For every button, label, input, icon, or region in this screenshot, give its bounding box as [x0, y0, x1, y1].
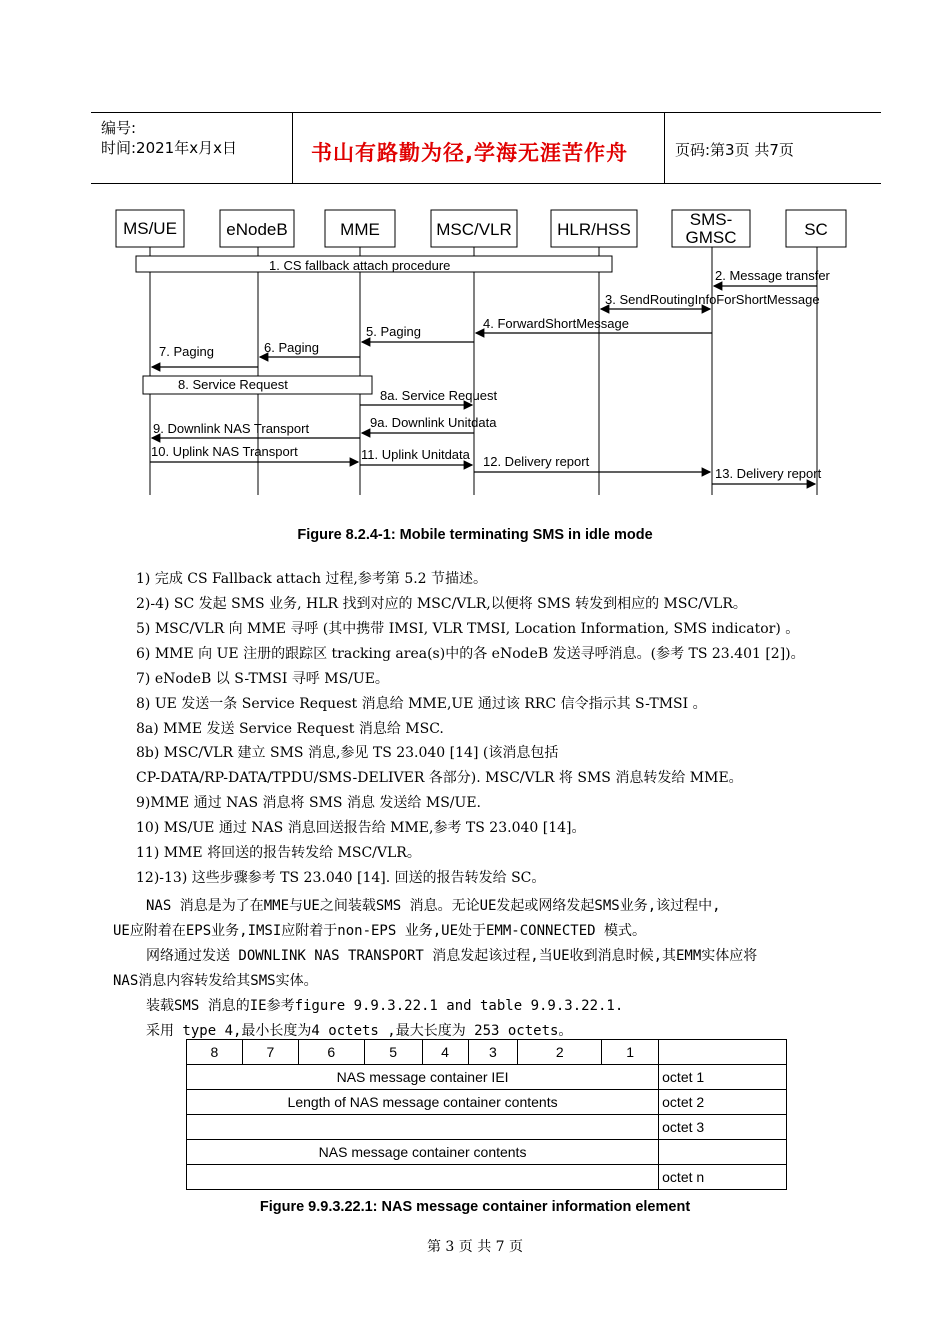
entity-hlr-hss: HLR/HSS — [557, 220, 631, 239]
bit-cell: 7 — [242, 1040, 298, 1065]
item-line: 5) MSC/VLR 向 MME 寻呼 (其中携带 IMSI, VLR TMSI, Location Information, SMS indicator) 。 — [136, 621, 800, 637]
bit-cell: 8 — [187, 1040, 243, 1065]
entity-sc: SC — [804, 220, 828, 239]
paragraph-line: NAS消息内容转发给其SMS实体。 — [113, 973, 318, 989]
nas-container-ie-table — [186, 1039, 787, 1190]
document-date-label: 时间:2021年x月x日 — [101, 139, 237, 157]
row-content: NAS message container contents — [187, 1140, 659, 1165]
paragraph-line: 采用 type 4,最小长度为4 octets ,最大长度为 253 octets。 — [146, 1023, 573, 1039]
item-line: 8a) MME 发送 Service Request 消息给 MSC. — [136, 721, 444, 737]
page-footer: 第 3 页 共 7 页 — [426, 1239, 524, 1255]
row-content: Length of NAS message container contents — [187, 1090, 659, 1115]
row-octet: octet 2 — [659, 1090, 787, 1115]
step5-label: 5. Paging — [366, 324, 421, 339]
step8-label: 8. Service Request — [178, 377, 288, 392]
step7-label: 7. Paging — [159, 344, 214, 359]
step10-label: 10. Uplink NAS Transport — [151, 444, 298, 459]
bit-cell-blank — [659, 1040, 787, 1065]
document-number-label: 编号: — [101, 119, 137, 137]
bit-cell: 4 — [422, 1040, 468, 1065]
item-line: 8b) MSC/VLR 建立 SMS 消息,参见 TS 23.040 [14] (该消息包括 — [136, 745, 559, 761]
bit-header-row — [187, 1040, 787, 1065]
step12-label: 12. Delivery report — [483, 454, 590, 469]
paragraph-line: 网络通过发送 DOWNLINK NAS TRANSPORT 消息发起该过程,当UE收到消息时候,其EMM实体应将 — [146, 948, 758, 964]
row-octet — [659, 1140, 787, 1165]
row-content — [187, 1115, 659, 1140]
bit-cell: 3 — [468, 1040, 518, 1065]
step9-label: 9. Downlink NAS Transport — [153, 421, 310, 436]
step2-label: 2. Message transfer — [715, 268, 830, 283]
bit-cell: 2 — [518, 1040, 602, 1065]
row-content — [187, 1165, 659, 1190]
paragraph-line: NAS 消息是为了在MME与UE之间装载SMS 消息。无论UE发起或网络发起SMS业务,该过程中, — [146, 898, 721, 914]
entity-msc-vlr: MSC/VLR — [436, 220, 512, 239]
item-line: 12)-13) 这些步骤参考 TS 23.040 [14]. 回送的报告转发给 SC。 — [136, 870, 546, 886]
table-row — [187, 1065, 787, 1090]
table-row — [187, 1165, 787, 1190]
page-header — [91, 112, 881, 184]
entity-mme: MME — [340, 220, 380, 239]
step9a-label: 9a. Downlink Unitdata — [370, 415, 497, 430]
item-line: 7) eNodeB 以 S-TMSI 寻呼 MS/UE。 — [136, 671, 389, 687]
item-line: 2)-4) SC 发起 SMS 业务, HLR 找到对应的 MSC/VLR,以便将 SMS 转发到相应的 MSC/VLR。 — [136, 596, 747, 612]
sms-sequence-diagram — [0, 200, 950, 520]
step4-label: 4. ForwardShortMessage — [483, 316, 629, 331]
header-cell-left — [91, 113, 293, 183]
row-octet: octet n — [659, 1165, 787, 1190]
step3-label: 3. SendRoutingInfoForShortMessage — [605, 292, 820, 307]
row-octet: octet 3 — [659, 1115, 787, 1140]
step1-label: 1. CS fallback attach procedure — [269, 258, 451, 273]
paragraph-line: UE应附着在EPS业务,IMSI应附着于non-EPS 业务,UE处于EMM-CONNECTED 模式。 — [113, 923, 647, 939]
item-line: 8) UE 发送一条 Service Request 消息给 MME,UE 通过该 RRC 信令指示其 S-TMSI 。 — [136, 696, 707, 712]
entity-ms-ue: MS/UE — [123, 219, 177, 238]
item-line: 11) MME 将回送的报告转发给 MSC/VLR。 — [136, 845, 421, 861]
item-line: 10) MS/UE 通过 NAS 消息回送报告给 MME,参考 TS 23.040 [14]。 — [136, 820, 586, 836]
row-content: NAS message container IEI — [187, 1065, 659, 1090]
entity-enodeb: eNodeB — [226, 220, 288, 239]
table-row — [187, 1090, 787, 1115]
bit-cell: 5 — [364, 1040, 422, 1065]
table-row — [187, 1140, 787, 1165]
entity-sms-gmsc-line1: SMS- — [689, 210, 733, 229]
item-line: 9)MME 通过 NAS 消息将 SMS 消息 发送给 MS/UE. — [136, 795, 481, 811]
item-line: 6) MME 向 UE 注册的跟踪区 tracking area(s)中的各 eNodeB 发送寻呼消息。(参考 TS 23.401 [2])。 — [136, 646, 805, 662]
item-line: 1) 完成 CS Fallback attach 过程,参考第 5.2 节描述。 — [136, 571, 488, 587]
header-motto: 书山有路勤为径,学海无涯苦作舟 — [311, 141, 628, 165]
figure-caption-9-9-3-22-1: Figure 9.9.3.22.1: NAS message container information element — [259, 1199, 691, 1215]
page-info: 页码:第3页 共7页 — [675, 141, 794, 159]
entity-sms-gmsc-line2: GMSC — [685, 228, 737, 247]
step13-label: 13. Delivery report — [715, 466, 822, 481]
step6-label: 6. Paging — [264, 340, 319, 355]
step8a-label: 8a. Service Request — [380, 388, 498, 403]
bit-cell: 6 — [298, 1040, 364, 1065]
step11-label: 11. Uplink Unitdata — [361, 447, 470, 462]
row-octet: octet 1 — [659, 1065, 787, 1090]
paragraph-line: 装载SMS 消息的IE参考figure 9.9.3.22.1 and table 9.9.3.22.1. — [146, 998, 624, 1014]
figure-caption-8-2-4-1: Figure 8.2.4-1: Mobile terminating SMS in idle mode — [297, 527, 653, 543]
item-line: CP-DATA/RP-DATA/TPDU/SMS-DELIVER 各部分). MSC/VLR 将 SMS 消息转发给 MME。 — [136, 770, 743, 786]
table-row — [187, 1115, 787, 1140]
bit-cell: 1 — [602, 1040, 659, 1065]
